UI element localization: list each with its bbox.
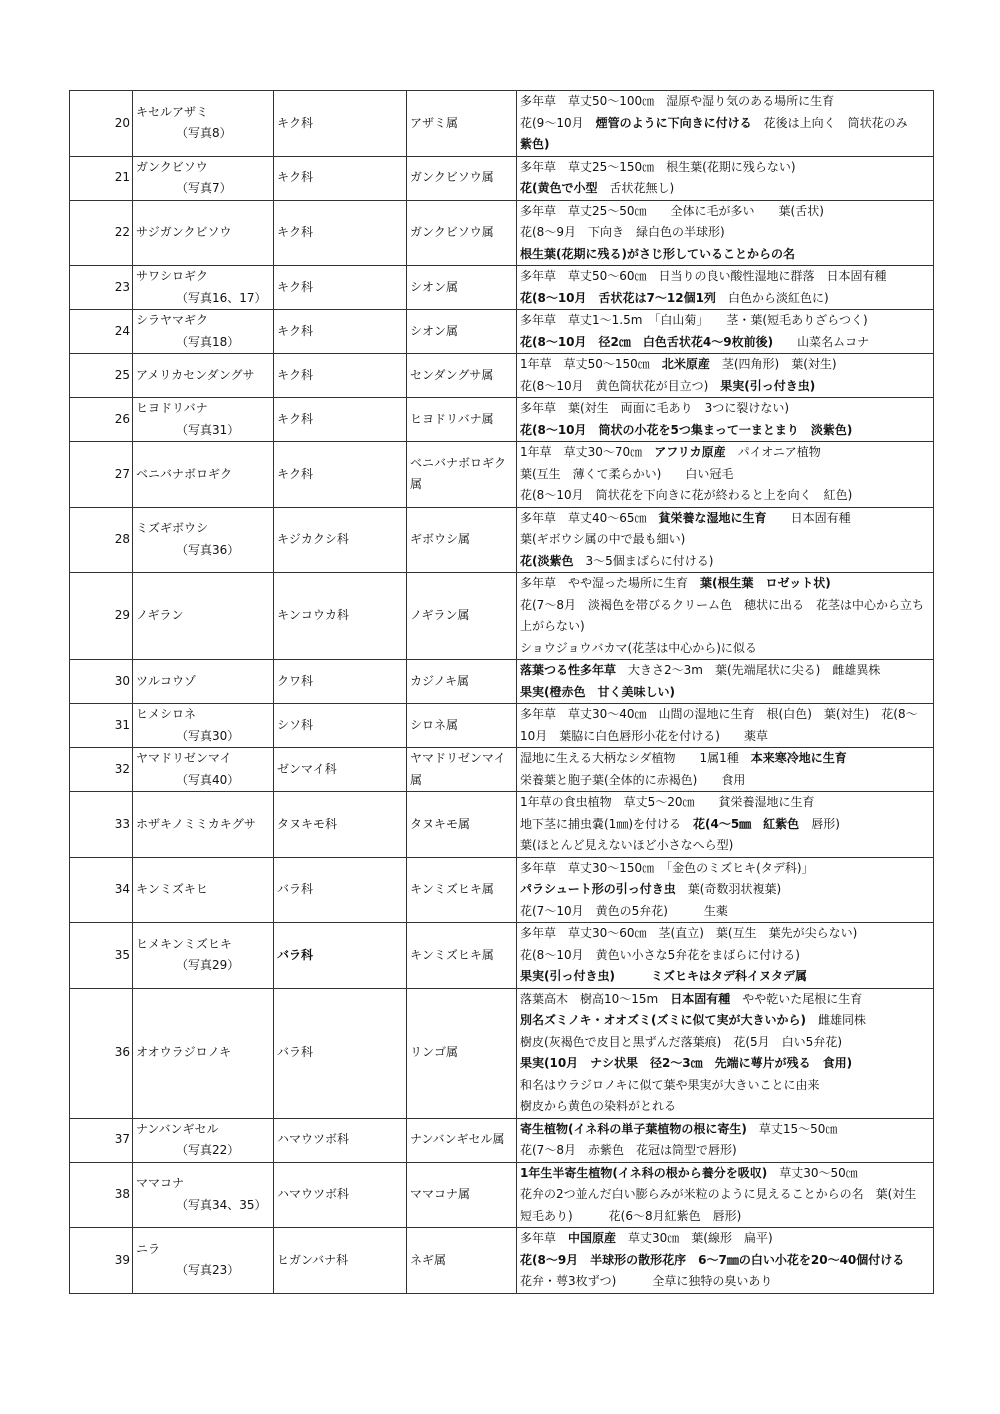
description-text: 日本固有種 xyxy=(766,510,851,525)
table-row xyxy=(70,988,934,1118)
family-cell: キク科 xyxy=(274,266,407,310)
description-cell xyxy=(517,573,934,660)
row-number: 36 xyxy=(70,988,133,1118)
description-cell xyxy=(517,857,934,923)
description-text: 多年草 草丈30～40㎝ 山間の湿地に生育 根(白色) 葉(対生) 花(8～10月 葉脇に白色唇形小花を付ける) 薬草 xyxy=(520,707,918,743)
plant-name: ナンバンギセル xyxy=(136,1121,219,1136)
row-number: 22 xyxy=(70,200,133,266)
description-line xyxy=(520,901,930,923)
description-line xyxy=(520,1119,930,1141)
family-cell: キク科 xyxy=(274,310,407,354)
description-text: 多年草 葉(対生 両面に毛あり 3つに裂けない) xyxy=(520,401,789,415)
description-line xyxy=(520,595,930,638)
description-line xyxy=(520,332,930,354)
description-line xyxy=(520,551,930,573)
description-line xyxy=(520,638,930,660)
description-line xyxy=(520,529,930,551)
description-cell xyxy=(517,507,934,573)
genus-cell: リンゴ属 xyxy=(407,988,517,1118)
description-line xyxy=(520,398,930,420)
description-cell xyxy=(517,1228,934,1294)
plant-name: シラヤマギク xyxy=(136,313,209,327)
description-text: 花弁の2つ並んだ白い膨らみが米粒のように見えることからの名 葉(対生 短毛あり) 花(6～8月紅紫色 唇形) xyxy=(520,1187,929,1223)
description-text: 花(8～10月 径2㎝ 白色舌状花4～9枚前後) xyxy=(520,334,774,349)
description-text: パイオニア植物 xyxy=(725,445,821,459)
row-number: 23 xyxy=(70,266,133,310)
table-row xyxy=(70,91,934,157)
description-text: 花(淡紫色 xyxy=(520,553,574,568)
description-line xyxy=(520,201,930,223)
description-text: 花(黄色で小型 xyxy=(520,181,598,195)
plant-name-cell xyxy=(133,310,274,354)
description-text: 果実(引っ付き虫) ミズヒキはタデ科イヌタデ属 xyxy=(520,969,807,983)
description-cell xyxy=(517,354,934,398)
row-number: 29 xyxy=(70,573,133,660)
description-line xyxy=(520,1271,930,1293)
family-cell: タヌキモ科 xyxy=(274,792,407,858)
plant-name: ベニバナボロギク xyxy=(136,466,233,481)
description-text: 多年草 草丈40～65㎝ xyxy=(520,510,659,525)
plant-name-cell xyxy=(133,398,274,442)
plant-name: オオウラジロノキ xyxy=(136,1045,232,1060)
description-text: 紫色) xyxy=(520,137,550,151)
description-text: ショウジョウバカマ(花茎は中心から)に似る xyxy=(520,640,757,655)
description-line xyxy=(520,923,930,945)
description-line xyxy=(520,157,930,179)
description-text: 多年草 やや湿った場所に生育 xyxy=(520,576,701,590)
plant-name-cell xyxy=(133,354,274,398)
description-text: 多年草 草丈1～1.5m 「白山菊」 茎・葉(短毛ありざらつく) xyxy=(520,313,868,327)
photo-ref: （写真30） xyxy=(176,728,240,743)
description-line xyxy=(520,814,930,836)
description-line xyxy=(520,1075,930,1097)
description-line xyxy=(520,288,930,310)
description-text: 根生葉(花期に残る)がさじ形していることからの名 xyxy=(520,246,795,261)
table-row xyxy=(70,442,934,508)
description-text: 和名はウラジロノキに似て葉や果実が大きいことに由来 xyxy=(520,1077,820,1092)
description-cell xyxy=(517,704,934,748)
photo-ref: （写真23） xyxy=(176,1263,240,1278)
family-cell: ゼンマイ科 xyxy=(274,748,407,792)
description-text: 多年草 xyxy=(520,1231,569,1245)
description-text: 花後は上向く 筒状花のみ xyxy=(751,115,920,130)
genus-cell: キンミズヒキ属 xyxy=(407,857,517,923)
row-number: 38 xyxy=(70,1162,133,1228)
family-cell: キク科 xyxy=(274,200,407,266)
plant-name-cell xyxy=(133,1118,274,1162)
plant-name: アメリカセンダングサ xyxy=(136,367,255,382)
table-row xyxy=(70,266,934,310)
description-text: 舌状花無し) xyxy=(597,181,675,195)
description-line xyxy=(520,770,930,792)
photo-ref: （写真36） xyxy=(176,542,240,557)
plant-name: ヒヨドリバナ xyxy=(136,401,208,415)
genus-cell: ヒヨドリバナ属 xyxy=(407,398,517,442)
row-number: 30 xyxy=(70,660,133,704)
family-cell: シソ科 xyxy=(274,704,407,748)
family-cell: ハマウツボ科 xyxy=(274,1162,407,1228)
description-line xyxy=(520,704,930,747)
description-line xyxy=(520,792,930,814)
description-text: 葉(奇数羽状複葉) xyxy=(675,882,782,896)
description-text: 樹皮(灰褐色で皮目と黒ずんだ落葉痕) 花(5月 白い5弁花) xyxy=(520,1034,842,1049)
description-cell xyxy=(517,91,934,157)
table-row xyxy=(70,748,934,792)
genus-cell: ママコナ属 xyxy=(407,1162,517,1228)
description-text: 日本固有種 xyxy=(670,991,731,1006)
description-text: 多年草 草丈30～150㎝ 「金色のミズヒキ(タデ科)」 xyxy=(520,860,814,875)
row-number: 31 xyxy=(70,704,133,748)
plant-name: ツルコウゾ xyxy=(136,673,197,688)
description-text: 多年草 草丈25～150㎝ 根生葉(花期に残らない) xyxy=(520,159,796,174)
row-number: 21 xyxy=(70,156,133,200)
table-row xyxy=(70,1118,934,1162)
description-text: 中国原産 xyxy=(568,1231,617,1245)
description-text: 花(8～10月 舌状花は7～12個1列 xyxy=(520,290,716,305)
description-line xyxy=(520,178,930,200)
description-line xyxy=(520,1032,930,1054)
plant-name: ガンクビソウ xyxy=(136,159,208,174)
description-text: 花(8～9月 下向き 緑白色の半球形) xyxy=(520,225,725,239)
description-cell xyxy=(517,398,934,442)
row-number: 27 xyxy=(70,442,133,508)
family-cell: バラ科 xyxy=(274,988,407,1118)
description-line xyxy=(520,573,930,595)
description-text: 唇形) xyxy=(799,816,840,831)
description-text: 山菜名ムコナ xyxy=(773,334,870,349)
row-number: 33 xyxy=(70,792,133,858)
description-text: 1年生半寄生植物(イネ科の根から養分を吸収) xyxy=(520,1165,768,1180)
row-number: 34 xyxy=(70,857,133,923)
description-line xyxy=(520,91,930,113)
row-number: 24 xyxy=(70,310,133,354)
plant-name-cell xyxy=(133,792,274,858)
table-row xyxy=(70,1228,934,1294)
row-number: 26 xyxy=(70,398,133,442)
description-text: 別名ズミノキ・オオズミ(ズミに似て実が大きいから) xyxy=(520,1013,807,1027)
description-cell xyxy=(517,200,934,266)
genus-cell: アザミ属 xyxy=(407,91,517,157)
description-text: 果実(橙赤色 甘く美味しい) xyxy=(520,684,675,699)
family-cell: キク科 xyxy=(274,156,407,200)
row-number: 25 xyxy=(70,354,133,398)
plant-list-table xyxy=(69,90,934,1294)
table-row xyxy=(70,310,934,354)
description-text: 葉(ほとんど見えないほど小さなへら型) xyxy=(520,838,734,852)
description-text: 多年草 草丈25～50㎝ 全体に毛が多い 葉(舌状) xyxy=(520,203,824,218)
photo-ref: （写真8） xyxy=(176,126,232,141)
description-cell xyxy=(517,988,934,1118)
genus-cell: ヤマドリゼンマイ属 xyxy=(407,748,517,792)
description-line xyxy=(520,1250,930,1272)
description-text: 多年草 草丈50～60㎝ 日当りの良い酸性湿地に群落 日本固有種 xyxy=(520,269,887,283)
plant-name: ヤマドリゼンマイ xyxy=(136,751,232,765)
description-line xyxy=(520,1163,930,1185)
description-line xyxy=(520,485,930,507)
plant-name: ホザキノミミカキグサ xyxy=(136,816,256,831)
description-text: 草丈30～50㎝ xyxy=(767,1165,858,1180)
table-row xyxy=(70,156,934,200)
description-line xyxy=(520,464,930,486)
description-text: やや乾いた尾根に生育 xyxy=(730,991,863,1006)
plant-name-cell xyxy=(133,91,274,157)
row-number: 32 xyxy=(70,748,133,792)
family-cell: キク科 xyxy=(274,354,407,398)
description-text: 草丈30㎝ 葉(線形 扁平) xyxy=(616,1231,773,1245)
description-line xyxy=(520,989,930,1011)
description-text: 葉(ギボウシ属の中で最も細い) xyxy=(520,532,686,546)
description-text: 落葉つる性多年草 xyxy=(520,663,617,677)
plant-name-cell xyxy=(133,156,274,200)
description-cell xyxy=(517,923,934,989)
description-line xyxy=(520,879,930,901)
row-number: 20 xyxy=(70,91,133,157)
description-line xyxy=(520,420,930,442)
plant-name-cell xyxy=(133,857,274,923)
description-text: 花(8～10月 黄色筒状花が目立つ) xyxy=(520,378,721,393)
genus-cell: ノギラン属 xyxy=(407,573,517,660)
plant-name: ヒメキンミズヒキ xyxy=(136,936,232,951)
description-text: 本来寒冷地に生育 xyxy=(750,751,847,765)
plant-name-cell xyxy=(133,442,274,508)
description-line xyxy=(520,508,930,530)
plant-name: ミズギボウシ xyxy=(136,521,209,536)
plant-name: キンミズキヒ xyxy=(136,882,208,896)
description-text: 煙管のように下向きに付ける xyxy=(595,115,752,130)
plant-name-cell xyxy=(133,573,274,660)
description-text: 1年草の食虫植物 草丈5～20㎝ 貧栄養湿地に生育 xyxy=(520,795,815,809)
description-text: 花(8～10月 黄色い小さな5弁花をまばらに付ける) xyxy=(520,947,800,962)
genus-cell: ガンクビソウ属 xyxy=(407,156,517,200)
description-text: 多年草 草丈30～60㎝ 茎(直立) 葉(互生 葉先が尖らない) xyxy=(520,926,858,940)
genus-cell: センダングサ属 xyxy=(407,354,517,398)
family-cell: クワ科 xyxy=(274,660,407,704)
plant-name: ママコナ xyxy=(136,1176,185,1191)
description-line xyxy=(520,660,930,682)
photo-ref: （写真16、17） xyxy=(176,290,267,305)
description-text: 草丈15～50㎝ xyxy=(746,1121,838,1136)
description-text: 大きさ2～3m 葉(先端尾状に尖る) 雌雄異株 xyxy=(616,663,881,677)
genus-cell: シオン属 xyxy=(407,266,517,310)
description-line xyxy=(520,1010,930,1032)
description-text: 貧栄養な湿地に生育 xyxy=(658,510,767,525)
family-cell: ヒガンバナ科 xyxy=(274,1228,407,1294)
description-text: 葉(根生葉 ロゼット状) xyxy=(700,576,831,590)
description-line xyxy=(520,1184,930,1227)
row-number: 39 xyxy=(70,1228,133,1294)
plant-name-cell xyxy=(133,660,274,704)
description-line xyxy=(520,966,930,988)
photo-ref: （写真22） xyxy=(176,1143,240,1157)
description-text: 茎(四角形) 葉(対生) xyxy=(709,357,837,371)
plant-rows xyxy=(70,91,934,1294)
description-text: 北米原産 xyxy=(661,357,710,371)
description-cell xyxy=(517,310,934,354)
plant-name-cell xyxy=(133,1228,274,1294)
table-row xyxy=(70,398,934,442)
plant-name: ヒメシロネ xyxy=(136,707,197,721)
table-row xyxy=(70,573,934,660)
plant-name: サワシロギク xyxy=(136,269,209,283)
description-text: 湿地に生える大柄なシダ植物 1属1種 xyxy=(520,751,751,765)
description-text: 花(7～10月 黄色の5弁花) 生薬 xyxy=(520,903,728,918)
plant-name-cell xyxy=(133,704,274,748)
description-cell xyxy=(517,156,934,200)
description-text: アフリカ原産 xyxy=(654,445,726,459)
description-line xyxy=(520,376,930,398)
description-cell xyxy=(517,1118,934,1162)
table-row xyxy=(70,792,934,858)
description-cell xyxy=(517,660,934,704)
description-text: 花(8～10月 筒状花を下向きに花が終わると上を向く 紅色) xyxy=(520,488,853,502)
genus-cell: タヌキモ属 xyxy=(407,792,517,858)
plant-name-cell xyxy=(133,923,274,989)
family-cell: キク科 xyxy=(274,398,407,442)
photo-ref: （写真34、35） xyxy=(176,1197,267,1212)
description-line xyxy=(520,1096,930,1118)
table-row xyxy=(70,857,934,923)
genus-cell: ナンバンギセル属 xyxy=(407,1118,517,1162)
description-cell xyxy=(517,792,934,858)
description-line xyxy=(520,682,930,704)
description-text: 1年草 草丈50～150㎝ xyxy=(520,357,662,371)
plant-name: サジガンクビソウ xyxy=(136,225,232,239)
description-line xyxy=(520,222,930,244)
description-text: 落葉高木 樹高10～15m xyxy=(520,991,671,1006)
description-text: 1年草 草丈30～70㎝ xyxy=(520,445,655,459)
description-line xyxy=(520,858,930,880)
description-text: 花(4～5㎜ 紅紫色 xyxy=(693,816,800,831)
photo-ref: （写真29） xyxy=(176,958,240,973)
table-row xyxy=(70,660,934,704)
description-line xyxy=(520,1228,930,1250)
genus-cell: ガンクビソウ属 xyxy=(407,200,517,266)
description-text: 栄養葉と胞子葉(全体的に赤褐色) 食用 xyxy=(520,772,746,787)
description-text: 樹皮から黄色の染料がとれる xyxy=(520,1099,677,1113)
description-cell xyxy=(517,266,934,310)
genus-cell: カジノキ属 xyxy=(407,660,517,704)
family-cell: バラ科 xyxy=(274,857,407,923)
description-line xyxy=(520,835,930,857)
description-text: 地下茎に捕虫嚢(1㎜)を付ける xyxy=(520,816,693,831)
table-row xyxy=(70,507,934,573)
table-row xyxy=(70,1162,934,1228)
plant-name-cell xyxy=(133,988,274,1118)
genus-cell: ベニバナボロギク属 xyxy=(407,442,517,508)
photo-ref: （写真40） xyxy=(176,772,240,787)
description-text: 花(7～8月 赤紫色 花冠は筒型で唇形) xyxy=(520,1143,737,1157)
description-text: 寄生植物(イネ科の単子葉植物の根に寄生) xyxy=(520,1121,747,1136)
table-row xyxy=(70,354,934,398)
family-cell: キジカクシ科 xyxy=(274,507,407,573)
table-row xyxy=(70,923,934,989)
description-text: 花弁・萼3枚ずつ) 全草に独特の臭いあり xyxy=(520,1274,773,1288)
plant-name-cell xyxy=(133,1162,274,1228)
description-text: 3～5個まばらに付ける) xyxy=(573,553,714,568)
description-text: 花(9～10月 xyxy=(520,115,596,130)
description-text: 白色から淡紅色に) xyxy=(715,290,829,305)
description-text: 多年草 草丈50～100㎝ 湿原や湿り気のある場所に生育 xyxy=(520,94,835,108)
row-number: 28 xyxy=(70,507,133,573)
description-text: 雌雄同株 xyxy=(806,1013,867,1027)
plant-name-cell xyxy=(133,507,274,573)
description-line xyxy=(520,1140,930,1162)
description-line xyxy=(520,244,930,266)
photo-ref: （写真18） xyxy=(176,334,240,349)
family-cell: ハマウツボ科 xyxy=(274,1118,407,1162)
row-number: 35 xyxy=(70,923,133,989)
description-text: 果実(引っ付き虫) xyxy=(720,378,816,393)
genus-cell: ネギ属 xyxy=(407,1228,517,1294)
table-row xyxy=(70,200,934,266)
description-line xyxy=(520,266,930,288)
description-text: 花(8～9月 半球形の散形花序 6～7㎜の白い小花を20～40個付ける xyxy=(520,1252,905,1267)
plant-name: キセルアザミ xyxy=(136,104,209,119)
description-line xyxy=(520,113,930,156)
description-cell xyxy=(517,748,934,792)
description-text: 花(8～10月 筒状の小花を5つ集まって一まとまり 淡紫色) xyxy=(520,422,853,437)
row-number: 37 xyxy=(70,1118,133,1162)
family-cell: キンコウカ科 xyxy=(274,573,407,660)
description-cell xyxy=(517,442,934,508)
description-line xyxy=(520,1053,930,1075)
description-text: パラシュート形の引っ付き虫 xyxy=(520,882,676,896)
plant-name-cell xyxy=(133,200,274,266)
plant-name: ノギラン xyxy=(136,608,184,623)
description-line xyxy=(520,310,930,332)
description-line xyxy=(520,748,930,770)
photo-ref: （写真31） xyxy=(176,422,240,437)
plant-name: ニラ xyxy=(136,1241,161,1256)
plant-name-cell xyxy=(133,266,274,310)
description-line xyxy=(520,442,930,464)
description-line xyxy=(520,354,930,376)
family-cell: バラ科 xyxy=(274,923,407,989)
plant-name-cell xyxy=(133,748,274,792)
genus-cell: シオン属 xyxy=(407,310,517,354)
description-cell xyxy=(517,1162,934,1228)
photo-ref: （写真7） xyxy=(176,181,232,195)
description-text: 果実(10月 ナシ状果 径2～3㎝ 先端に萼片が残る 食用) xyxy=(520,1056,853,1070)
description-line xyxy=(520,945,930,967)
genus-cell: ギボウシ属 xyxy=(407,507,517,573)
description-text: 葉(互生 薄くて柔らかい) 白い冠毛 xyxy=(520,466,734,481)
description-text: 花(7～8月 淡褐色を帯びるクリーム色 穂状に出る 花茎は中心から立ち上がらない) xyxy=(520,597,924,633)
family-cell: キク科 xyxy=(274,91,407,157)
genus-cell: シロネ属 xyxy=(407,704,517,748)
genus-cell: キンミズヒキ属 xyxy=(407,923,517,989)
table-row xyxy=(70,704,934,748)
family-cell: キク科 xyxy=(274,442,407,508)
